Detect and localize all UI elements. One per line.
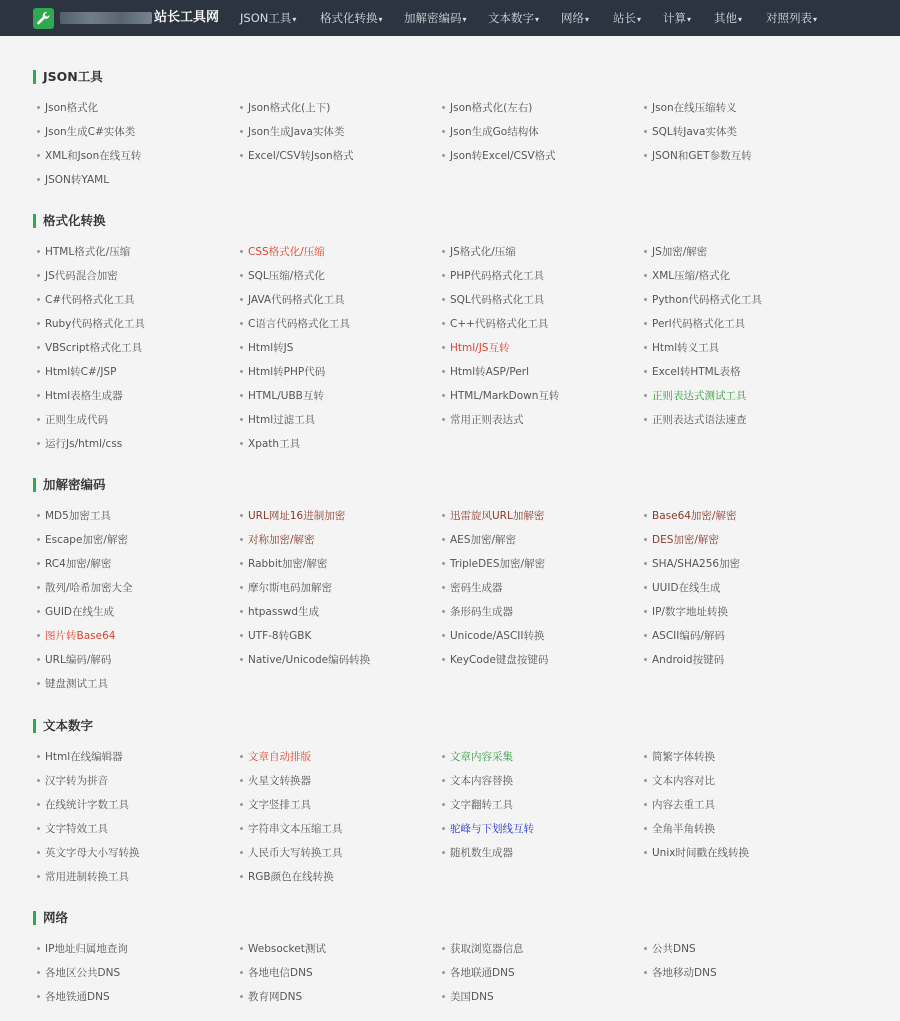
tool-link[interactable]: MD5加密工具 (37, 509, 111, 523)
bullet-dot-icon (240, 875, 243, 878)
tool-link[interactable]: KeyCode键盘按键码 (442, 653, 548, 667)
bullet-dot-icon (442, 610, 445, 613)
tool-link[interactable]: 随机数生成器 (442, 846, 513, 860)
bullet-dot-icon (644, 634, 647, 637)
tool-link[interactable]: JS格式化/压缩 (442, 245, 516, 259)
nav-reference-list[interactable]: 对照列表▾ (766, 11, 818, 25)
nav-calculate[interactable]: 计算▾ (663, 11, 692, 25)
bullet-dot-icon (442, 154, 445, 157)
bullet-dot-icon (37, 851, 40, 854)
tool-link[interactable]: SQL压缩/格式化 (240, 269, 325, 283)
section-title: 网络 (43, 910, 69, 925)
bullet-dot-icon (37, 586, 40, 589)
bullet-dot-icon (37, 346, 40, 349)
dropdown-caret-icon: ▾ (292, 15, 297, 24)
bullet-dot-icon (240, 418, 243, 421)
tool-link[interactable]: Json生成Java实体类 (240, 125, 344, 139)
dropdown-caret-icon: ▾ (738, 15, 743, 24)
tool-link[interactable]: UTF-8转GBK (240, 629, 311, 643)
bullet-dot-icon (644, 851, 647, 854)
tool-link[interactable]: Unix时间戳在线转换 (644, 846, 749, 860)
tool-link[interactable]: htpasswd生成 (240, 605, 319, 619)
tool-link[interactable]: 密码生成器 (442, 581, 503, 595)
bullet-dot-icon (37, 178, 40, 181)
tool-link[interactable]: Native/Unicode编码转换 (240, 653, 370, 667)
section-accent-bar (33, 911, 36, 925)
nav-encrypt-encode[interactable]: 加解密编码▾ (404, 11, 467, 25)
tool-link[interactable]: 正则表达式语法速查 (644, 413, 747, 427)
tool-link[interactable]: Excel转HTML表格 (644, 365, 741, 379)
bullet-dot-icon (37, 779, 40, 782)
bullet-dot-icon (240, 274, 243, 277)
bullet-dot-icon (442, 250, 445, 253)
tool-link[interactable]: Rabbit加密/解密 (240, 557, 327, 571)
tool-link[interactable]: Escape加密/解密 (37, 533, 128, 547)
bullet-dot-icon (240, 106, 243, 109)
bullet-dot-icon (644, 562, 647, 565)
blurred-domain (60, 12, 152, 24)
bullet-dot-icon (644, 274, 647, 277)
bullet-dot-icon (37, 634, 40, 637)
tool-link[interactable]: RC4加密/解密 (37, 557, 111, 571)
tool-link[interactable]: 字符串文本压缩工具 (240, 822, 343, 836)
tool-link[interactable]: SHA/SHA256加密 (644, 557, 740, 571)
bullet-dot-icon (37, 947, 40, 950)
bullet-dot-icon (240, 947, 243, 950)
bullet-dot-icon (644, 514, 647, 517)
tool-link[interactable]: IP地址归属地查询 (37, 942, 128, 956)
tool-link[interactable]: HTML格式化/压缩 (37, 245, 130, 259)
tool-link[interactable]: 迅雷旋风URL加解密 (442, 509, 544, 523)
bullet-dot-icon (37, 995, 40, 998)
tool-link[interactable]: 文章自动排版 (240, 750, 311, 764)
bullet-dot-icon (644, 394, 647, 397)
tool-link[interactable]: AES加密/解密 (442, 533, 516, 547)
bullet-dot-icon (37, 538, 40, 541)
tool-link[interactable]: URL网址16进制加密 (240, 509, 345, 523)
bullet-dot-icon (644, 130, 647, 133)
tool-link[interactable]: C#代码格式化工具 (37, 293, 135, 307)
bullet-dot-icon (37, 274, 40, 277)
bullet-dot-icon (442, 394, 445, 397)
tool-link[interactable]: 条形码生成器 (442, 605, 513, 619)
bullet-dot-icon (644, 370, 647, 373)
bullet-dot-icon (240, 803, 243, 806)
tool-link[interactable]: Xpath工具 (240, 437, 300, 451)
top-navbar (0, 0, 900, 36)
section-accent-bar (33, 70, 36, 84)
bullet-dot-icon (37, 755, 40, 758)
bullet-dot-icon (37, 154, 40, 157)
bullet-dot-icon (37, 298, 40, 301)
tool-link[interactable]: Excel/CSV转Json格式 (240, 149, 354, 163)
tool-link[interactable]: 火星文转换器 (240, 774, 311, 788)
tool-link[interactable]: 文本内容对比 (644, 774, 715, 788)
tool-link[interactable]: 文字翻转工具 (442, 798, 513, 812)
tool-link[interactable]: Html转JS (240, 341, 293, 355)
dropdown-caret-icon: ▾ (535, 15, 540, 24)
tool-link[interactable]: Json生成Go结构体 (442, 125, 539, 139)
tool-link[interactable]: 各地联通DNS (442, 966, 515, 980)
bullet-dot-icon (442, 755, 445, 758)
bullet-dot-icon (37, 875, 40, 878)
tool-link[interactable]: Html表格生成器 (37, 389, 123, 403)
bullet-dot-icon (442, 947, 445, 950)
bullet-dot-icon (442, 851, 445, 854)
bullet-dot-icon (442, 538, 445, 541)
tool-link[interactable]: 正则表达式测试工具 (644, 389, 747, 403)
bullet-dot-icon (240, 154, 243, 157)
bullet-dot-icon (240, 634, 243, 637)
dropdown-caret-icon: ▾ (462, 15, 467, 24)
bullet-dot-icon (442, 779, 445, 782)
section-title: 文本数字 (43, 718, 94, 733)
tool-link[interactable]: IP/数字地址转换 (644, 605, 728, 619)
bullet-dot-icon (240, 538, 243, 541)
tool-link[interactable]: 公共DNS (644, 942, 696, 956)
bullet-dot-icon (240, 298, 243, 301)
bullet-dot-icon (240, 610, 243, 613)
tool-link[interactable]: ASCII编码/解码 (644, 629, 725, 643)
nav-network[interactable]: 网络▾ (561, 11, 590, 25)
tool-link[interactable]: Json格式化(左右) (442, 101, 532, 115)
bullet-dot-icon (644, 779, 647, 782)
tool-link[interactable]: 文本内容替换 (442, 774, 513, 788)
tool-link[interactable]: 简繁字体转换 (644, 750, 715, 764)
bullet-dot-icon (240, 562, 243, 565)
tool-link[interactable]: GUID在线生成 (37, 605, 114, 619)
bullet-dot-icon (442, 995, 445, 998)
nav-text-number[interactable]: 文本数字▾ (488, 11, 540, 25)
bullet-dot-icon (644, 106, 647, 109)
tool-link[interactable]: 文章内容采集 (442, 750, 513, 764)
tool-link[interactable]: 各地移动DNS (644, 966, 717, 980)
tool-link[interactable]: RGB颜色在线转换 (240, 870, 334, 884)
tool-link[interactable]: JS代码混合加密 (37, 269, 118, 283)
bullet-dot-icon (240, 755, 243, 758)
section-accent-bar (33, 719, 36, 733)
tool-link[interactable]: Base64加密/解密 (644, 509, 736, 523)
bullet-dot-icon (240, 322, 243, 325)
bullet-dot-icon (442, 658, 445, 661)
nav-json-tools[interactable]: JSON工具▾ (240, 11, 297, 25)
section-accent-bar (33, 478, 36, 492)
tool-link[interactable]: 各地铁通DNS (37, 990, 110, 1004)
bullet-dot-icon (37, 658, 40, 661)
tool-link[interactable]: JS加密/解密 (644, 245, 707, 259)
bullet-dot-icon (37, 418, 40, 421)
bullet-dot-icon (240, 827, 243, 830)
tool-link[interactable]: Json格式化 (37, 101, 98, 115)
bullet-dot-icon (37, 130, 40, 133)
tool-link[interactable]: HTML/UBB互转 (240, 389, 324, 403)
tool-link[interactable]: DES加密/解密 (644, 533, 719, 547)
bullet-dot-icon (240, 995, 243, 998)
tool-link[interactable]: 汉字转为拼音 (37, 774, 108, 788)
tool-link[interactable]: Android按键码 (644, 653, 724, 667)
bullet-dot-icon (37, 442, 40, 445)
tool-link[interactable]: 全角半角转换 (644, 822, 715, 836)
tool-link[interactable]: 教育网DNS (240, 990, 302, 1004)
bullet-dot-icon (644, 971, 647, 974)
bullet-dot-icon (644, 755, 647, 758)
tool-link[interactable]: Html转C#/JSP (37, 365, 116, 379)
dropdown-caret-icon: ▾ (687, 15, 692, 24)
bullet-dot-icon (442, 418, 445, 421)
tool-link[interactable]: 各地电信DNS (240, 966, 313, 980)
bullet-dot-icon (37, 971, 40, 974)
dropdown-caret-icon: ▾ (585, 15, 590, 24)
bullet-dot-icon (442, 370, 445, 373)
bullet-dot-icon (644, 538, 647, 541)
bullet-dot-icon (442, 346, 445, 349)
site-name[interactable]: 站长工具网 (60, 0, 219, 36)
bullet-dot-icon (442, 634, 445, 637)
bullet-dot-icon (442, 803, 445, 806)
tool-link[interactable]: SQL代码格式化工具 (442, 293, 544, 307)
tool-link[interactable]: Unicode/ASCII转换 (442, 629, 545, 643)
bullet-dot-icon (644, 610, 647, 613)
bullet-dot-icon (240, 586, 243, 589)
bullet-dot-icon (37, 562, 40, 565)
section-title: 格式化转换 (43, 213, 106, 228)
tool-link[interactable]: Websocket测试 (240, 942, 326, 956)
bullet-dot-icon (37, 322, 40, 325)
tool-link[interactable]: XML和Json在线互转 (37, 149, 141, 163)
bullet-dot-icon (240, 658, 243, 661)
tool-link[interactable]: JSON转YAML (37, 173, 109, 187)
tool-link[interactable]: Html过滤工具 (240, 413, 315, 427)
bullet-dot-icon (240, 130, 243, 133)
bullet-dot-icon (644, 322, 647, 325)
dropdown-caret-icon: ▾ (813, 15, 818, 24)
tool-link[interactable]: 英文字母大小写转换 (37, 846, 140, 860)
bullet-dot-icon (644, 298, 647, 301)
tool-link[interactable]: XML压缩/格式化 (644, 269, 730, 283)
tool-link[interactable]: 摩尔斯电码加解密 (240, 581, 332, 595)
tool-link[interactable]: 运行Js/html/css (37, 437, 122, 451)
section-accent-bar (33, 214, 36, 228)
bullet-dot-icon (240, 514, 243, 517)
bullet-dot-icon (644, 586, 647, 589)
tool-link[interactable]: C++代码格式化工具 (442, 317, 548, 331)
tool-link[interactable]: 对称加密/解密 (240, 533, 315, 547)
bullet-dot-icon (644, 250, 647, 253)
tool-link[interactable]: 内容去重工具 (644, 798, 715, 812)
tool-link[interactable]: 各地区公共DNS (37, 966, 120, 980)
bullet-dot-icon (240, 442, 243, 445)
tool-link[interactable]: C语言代码格式化工具 (240, 317, 350, 331)
bullet-dot-icon (37, 682, 40, 685)
bullet-dot-icon (644, 346, 647, 349)
tool-link[interactable]: VBScript格式化工具 (37, 341, 142, 355)
bullet-dot-icon (644, 658, 647, 661)
tool-link[interactable]: Python代码格式化工具 (644, 293, 762, 307)
bullet-dot-icon (644, 418, 647, 421)
tool-link[interactable]: 人民币大写转换工具 (240, 846, 343, 860)
section-title: 加解密编码 (43, 477, 106, 492)
bullet-dot-icon (37, 514, 40, 517)
tool-link[interactable]: Json在线压缩转义 (644, 101, 737, 115)
bullet-dot-icon (442, 827, 445, 830)
bullet-dot-icon (442, 130, 445, 133)
bullet-dot-icon (644, 803, 647, 806)
bullet-dot-icon (644, 154, 647, 157)
tool-link[interactable]: 获取浏览器信息 (442, 942, 524, 956)
tool-link[interactable]: HTML/MarkDown互转 (442, 389, 559, 403)
tool-link[interactable]: 常用进制转换工具 (37, 870, 129, 884)
bullet-dot-icon (442, 106, 445, 109)
dropdown-caret-icon: ▾ (378, 15, 383, 24)
tool-link[interactable]: PHP代码格式化工具 (442, 269, 544, 283)
tool-link[interactable]: Json生成C#实体类 (37, 125, 135, 139)
bullet-dot-icon (644, 827, 647, 830)
tool-link[interactable]: Html在线编辑器 (37, 750, 123, 764)
tool-link[interactable]: 散列/哈希加密大全 (37, 581, 133, 595)
bullet-dot-icon (240, 779, 243, 782)
tool-link[interactable]: 在线统计字数工具 (37, 798, 129, 812)
bullet-dot-icon (442, 298, 445, 301)
tool-link[interactable]: 正则生成代码 (37, 413, 108, 427)
tool-link[interactable]: Html转义工具 (644, 341, 719, 355)
bullet-dot-icon (37, 394, 40, 397)
bullet-dot-icon (442, 586, 445, 589)
tool-link[interactable]: JAVA代码格式化工具 (240, 293, 345, 307)
tool-link[interactable]: Ruby代码格式化工具 (37, 317, 145, 331)
tool-link[interactable]: URL编码/解码 (37, 653, 111, 667)
bullet-dot-icon (37, 250, 40, 253)
bullet-dot-icon (240, 394, 243, 397)
bullet-dot-icon (240, 851, 243, 854)
tool-link[interactable]: TripleDES加密/解密 (442, 557, 545, 571)
tool-link[interactable]: 驼峰与下划线互转 (442, 822, 534, 836)
tool-link[interactable]: UUID在线生成 (644, 581, 721, 595)
tool-link[interactable]: SQL转Java实体类 (644, 125, 737, 139)
bullet-dot-icon (240, 346, 243, 349)
bullet-dot-icon (240, 250, 243, 253)
tool-link[interactable]: Json格式化(上下) (240, 101, 330, 115)
tool-link[interactable]: 文字竖排工具 (240, 798, 311, 812)
bullet-dot-icon (37, 370, 40, 373)
wrench-logo-icon[interactable] (33, 8, 54, 29)
tool-link[interactable]: Html/JS互转 (442, 341, 509, 355)
bullet-dot-icon (240, 971, 243, 974)
dropdown-caret-icon: ▾ (637, 15, 642, 24)
tool-link[interactable]: JSON和GET参数互转 (644, 149, 752, 163)
tool-link[interactable]: Html转ASP/Perl (442, 365, 529, 379)
nav-other[interactable]: 其他▾ (714, 11, 743, 25)
bullet-dot-icon (37, 803, 40, 806)
tool-link[interactable]: 文字特效工具 (37, 822, 108, 836)
tool-link[interactable]: 键盘测试工具 (37, 677, 108, 691)
nav-format-convert[interactable]: 格式化转换▾ (320, 11, 383, 25)
section-title: JSON工具 (43, 69, 103, 84)
bullet-dot-icon (442, 274, 445, 277)
tool-link[interactable]: 美国DNS (442, 990, 494, 1004)
tool-link[interactable]: Json转Excel/CSV格式 (442, 149, 556, 163)
bullet-dot-icon (37, 610, 40, 613)
bullet-dot-icon (37, 827, 40, 830)
tool-link[interactable]: 常用正则表达式 (442, 413, 524, 427)
bullet-dot-icon (442, 322, 445, 325)
nav-webmaster[interactable]: 站长▾ (613, 11, 642, 25)
bullet-dot-icon (644, 947, 647, 950)
bullet-dot-icon (442, 562, 445, 565)
tool-link[interactable]: Perl代码格式化工具 (644, 317, 745, 331)
tool-link[interactable]: 图片转Base64 (37, 629, 115, 643)
bullet-dot-icon (442, 514, 445, 517)
bullet-dot-icon (37, 106, 40, 109)
tool-link[interactable]: Html转PHP代码 (240, 365, 325, 379)
tool-link[interactable]: CSS格式化/压缩 (240, 245, 325, 259)
bullet-dot-icon (442, 971, 445, 974)
bullet-dot-icon (240, 370, 243, 373)
